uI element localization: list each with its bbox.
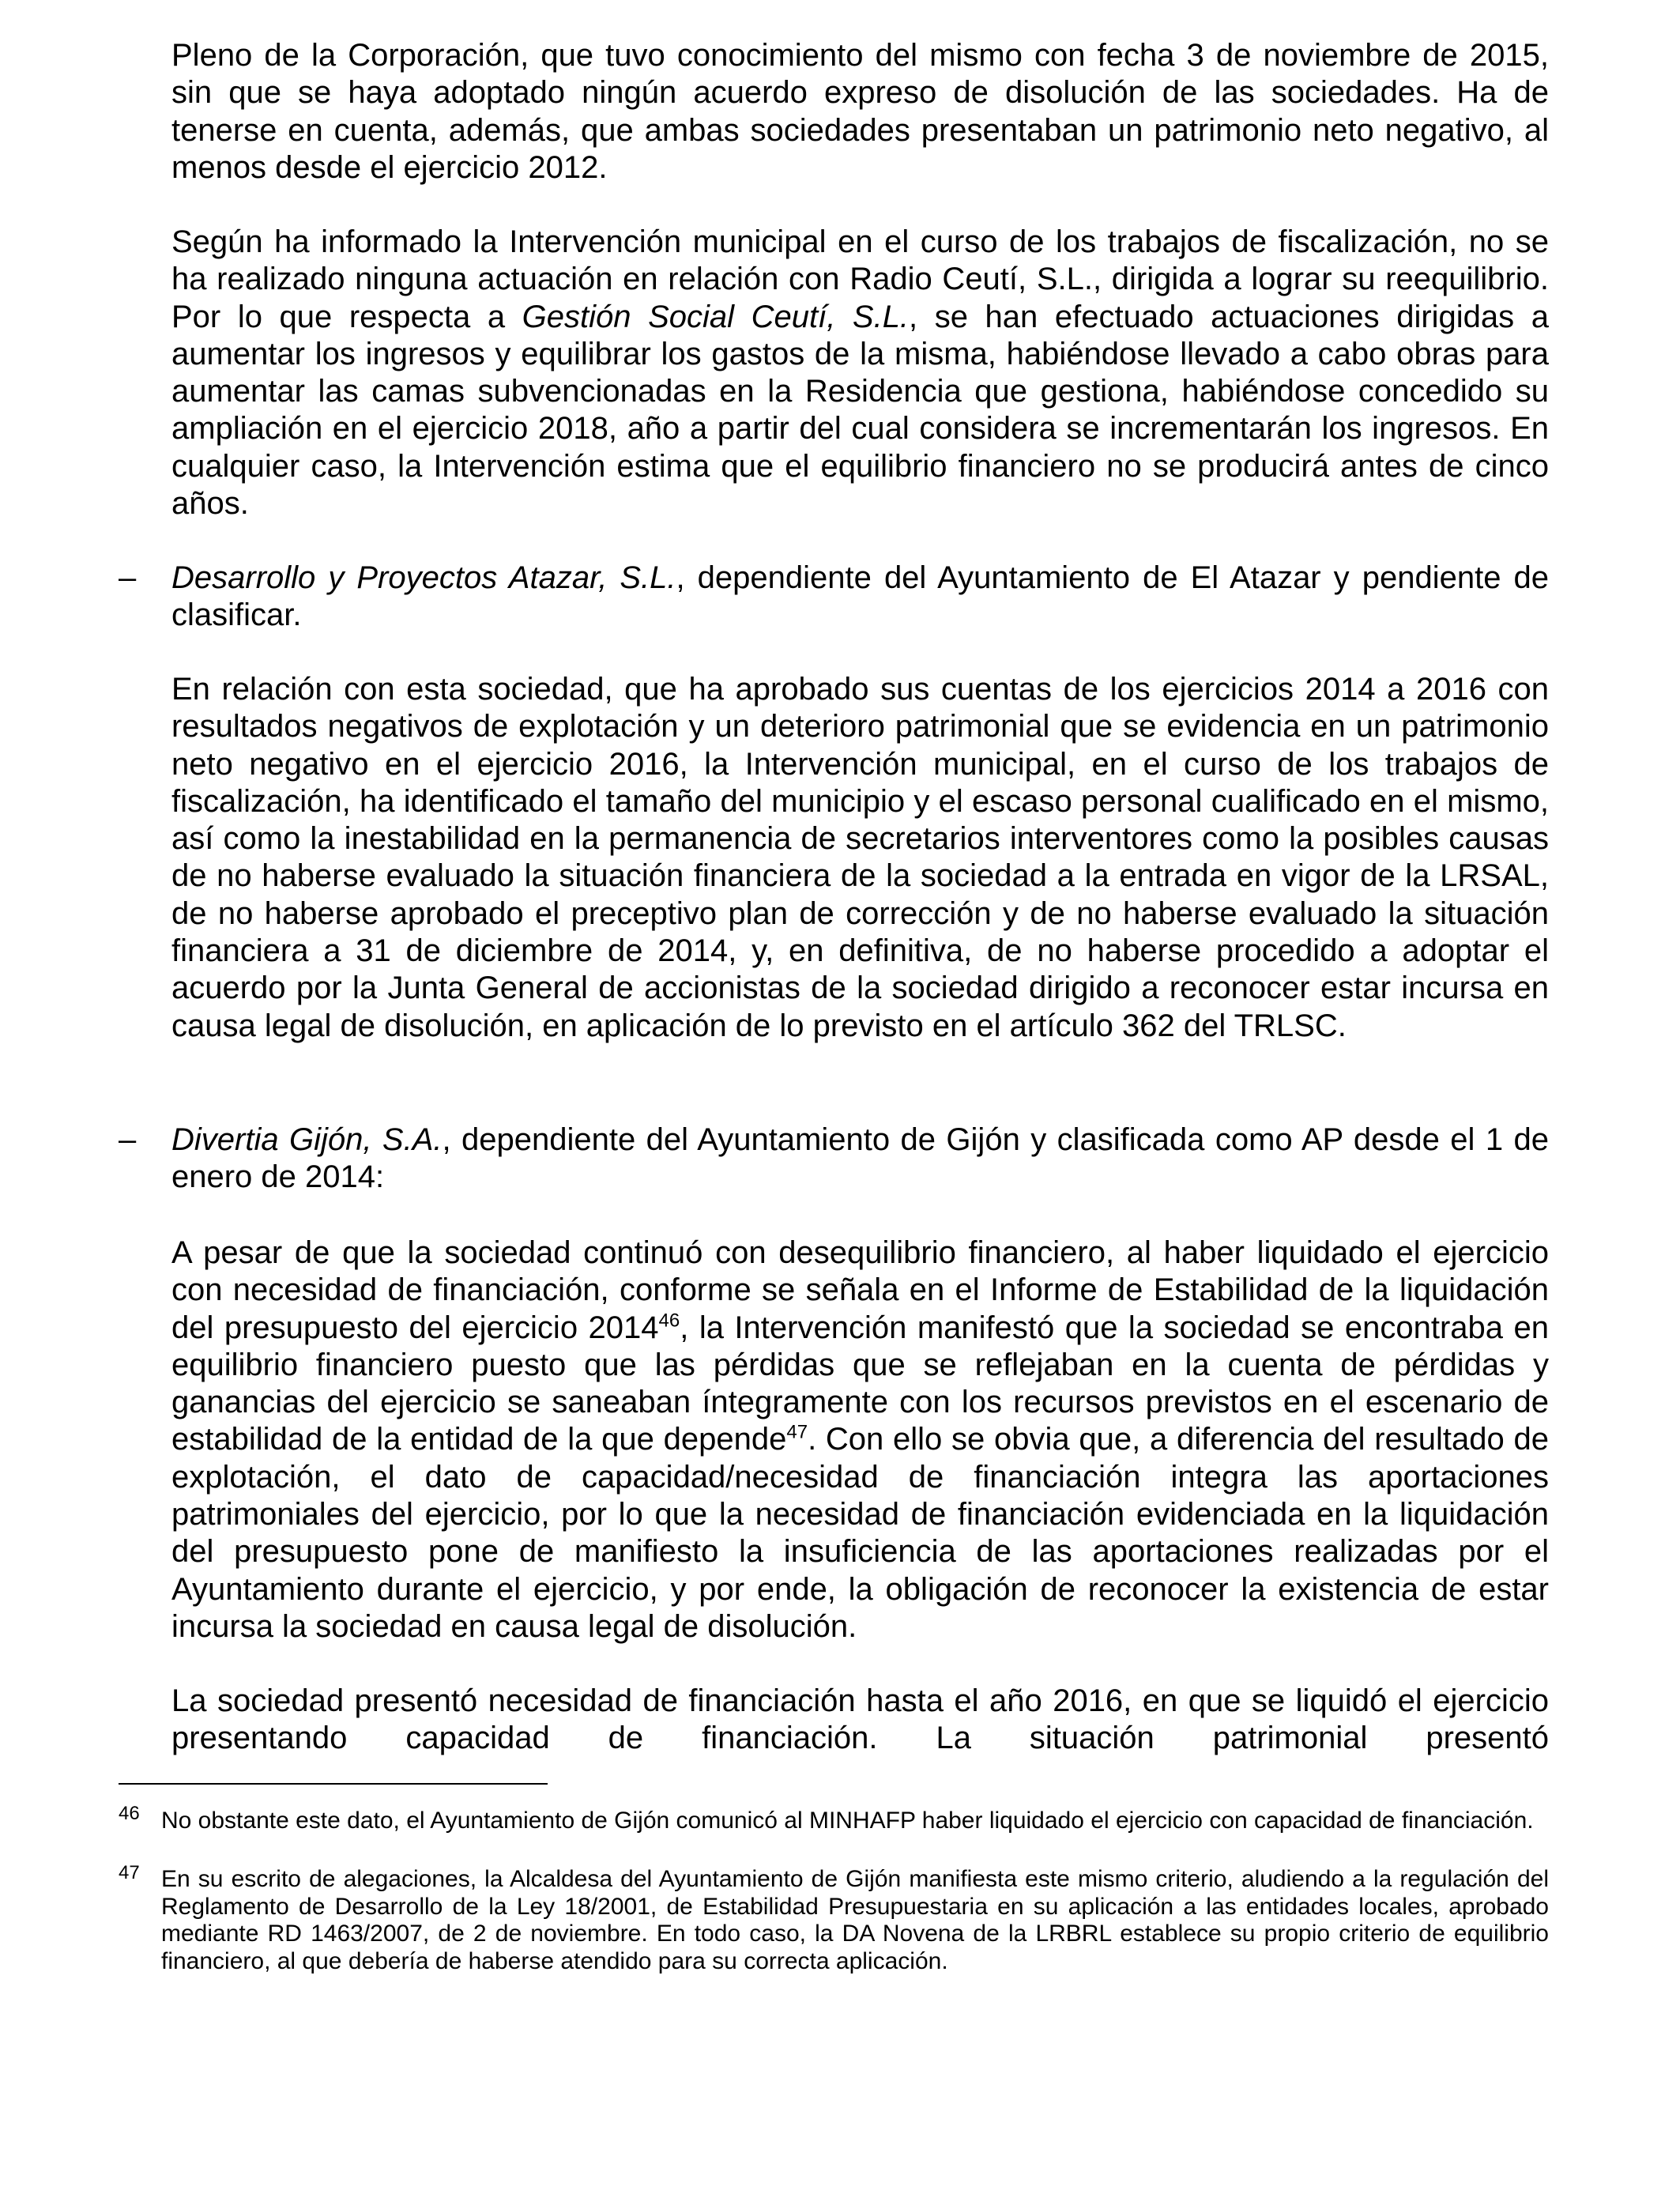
bullet-item-atazar-text: , dependiente del Ayuntamiento de El Atazar y pendiente de clasificar. — [171, 560, 1549, 633]
paragraph-divertia-detail-c: . Con ello se obvia que, a diferencia del resultado de explotación, el dato de capacidad/necesidad de financiación integra las aportaciones patrimoniales del ejercicio, por lo que la necesidad de financiación evidenciada en la liquidación del presupuesto pone de manifiesto la insuficiencia de las aportaciones realizadas por el Ayuntamiento durante el ejercicio, y por ende, la obligación de reconocer la existencia de estar incursa la sociedad en causa legal de disolución. — [171, 1422, 1550, 1644]
paragraph-intervencion-ceuti-b: , se han efectuado actuaciones dirigidas a aumentar los ingresos y equilibrar los gastos de la misma, habiéndose llevado a cabo obras para aumentar las camas subvencionadas en la Residencia que gestiona, habiéndose concedido su ampliación en el ejercicio 2018, año a partir del cual considera se incrementarán los ingresos. En cualquier caso, la Intervención estima que el equilibrio financiero no se producirá antes de cinco años. — [171, 299, 1549, 522]
bullet-item-divertia-text: , dependiente del Ayuntamiento de Gijón y clasificada como AP desde el 1 de enero de 2014: — [171, 1122, 1549, 1195]
bullet-dash-atazar: – — [119, 560, 137, 595]
footnote-ref-47[interactable]: 47 — [786, 1422, 808, 1444]
footnote-ref-46[interactable]: 46 — [658, 1310, 680, 1332]
footnote-text-47: En su escrito de alegaciones, la Alcaldesa del Ayuntamiento de Gijón manifiesta este mismo criterio, aludiendo a la regulación del Reglamento de Desarrollo de la Ley 18/2001, de Estabilidad Presupuestaria en su aplicación a las entidades locales, aprobado mediante RD 1463/2007, de 2 de noviembre. En todo caso, la DA Novena de la LRBRL establece su propio criterio de equilibrio financiero, al que debería de haberse atendido para su correcta aplicación. — [161, 1866, 1549, 1974]
paragraph-pleno: Pleno de la Corporación, que tuvo conocimiento del mismo con fecha 3 de noviembre de 2015, sin que se haya adoptado ningún acuerdo expreso de disolución de las sociedades. Ha de tenerse en cuenta, además, que ambas sociedades presentaban un patrimonio neto negativo, al menos desde el ejercicio 2012. — [171, 38, 1549, 185]
footnote-text-46: No obstante este dato, el Ayuntamiento de Gijón comunicó al MINHAFP haber liquidado el ejercicio con capacidad de financiación. — [161, 1808, 1534, 1834]
paragraph-atazar-detail: En relación con esta sociedad, que ha aprobado sus cuentas de los ejercicios 2014 a 2016 con resultados negativos de explotación y un deterioro patrimonial que se evidencia en un patrimonio neto negativo en el ejercicio 2016, la Intervención municipal, en el curso de los trabajos de fiscalización, ha identificado el tamaño del municipio y el escaso personal cualificado en el mismo, así como la inestabilidad en la permanencia de secretarios interventores como la posibles causas de no haberse evaluado la situación financiera de la sociedad a la entrada en vigor de la LRSAL, de no haberse aprobado el preceptivo plan de corrección y de no haberse evaluado la situación financiera a 31 de diciembre de 2014, y, en definitiva, de no haberse procedido a adoptar el acuerdo por la Junta General de accionistas de la sociedad dirigido a reconocer estar incursa en causa legal de disolución, en aplicación de lo previsto en el artículo 362 del TRLSC. — [171, 672, 1549, 1043]
paragraph-divertia-detail-b: , la Intervención manifestó que la sociedad se encontraba en equilibrio financiero puesto que las pérdidas que se reflejaban en la cuenta de pérdidas y ganancias del ejercicio se saneaban íntegramente con los recursos previstos en el escenario de estabilidad de la entidad de la que depende — [171, 1310, 1549, 1457]
bullet-dash-divertia: – — [119, 1122, 137, 1157]
footnote-number-47: 47 — [119, 1862, 140, 1883]
bullet-item-atazar — [171, 560, 1549, 635]
company-name-atazar: Desarrollo y Proyectos Atazar, S.L. — [171, 560, 676, 595]
footnote-number-46: 46 — [119, 1803, 140, 1824]
paragraph-intervencion-ceuti-a: Según ha informado la Intervención municipal en el curso de los trabajos de fiscalización, no se ha realizado ninguna actuación en relación con Radio Ceutí, S.L., dirigida a lograr su reequilibrio. Por lo que respecta a — [171, 224, 1549, 334]
company-name-divertia: Divertia Gijón, S.A. — [171, 1122, 443, 1157]
paragraph-intervencion-ceuti — [171, 224, 1549, 522]
paragraph-divertia-detail — [171, 1235, 1549, 1646]
footnote-separator — [119, 1783, 548, 1785]
paragraph-divertia-detail-a: A pesar de que la sociedad continuó con desequilibrio financiero, al haber liquidado el ejercicio con necesidad de financiación, conforme se señala en el Informe de Estabilidad de la liquidación del presupuesto del ejercicio 2014 — [171, 1235, 1549, 1345]
paragraph-financiacion-2016: La sociedad presentó necesidad de financiación hasta el año 2016, en que se liquidó el ejercicio presentando capacidad de financiación. La situación patrimonial presentó — [171, 1683, 1549, 1756]
bullet-item-divertia — [171, 1122, 1549, 1197]
company-name-gestion-social: Gestión Social Ceutí, S.L. — [522, 299, 910, 334]
